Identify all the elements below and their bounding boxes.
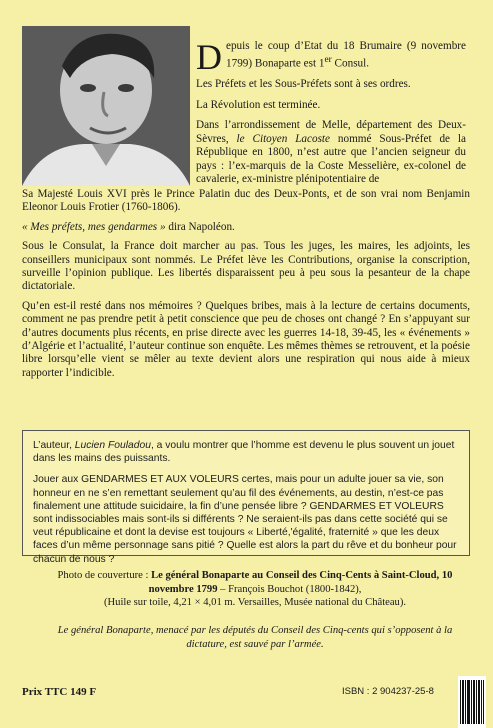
paragraph-louis-frotier: Sa Majesté Louis XVI près le Prince Palatin duc des Deux-Ponts, et de son vrai nom Benjamin Eleonor Louis Frotier (1760-1806). <box>22 188 470 214</box>
intro-paragraph-1: Depuis le coup d’Etat du 18 Brumaire (9 novembre 1799) Bonaparte est 1er Consul. <box>196 37 466 77</box>
paragraph-napoleon-quote: « Mes préfets, mes gendarmes » dira Napoléon. <box>22 220 235 233</box>
barcode-icon <box>458 676 486 728</box>
intro-text <box>196 37 466 194</box>
author-statement-paragraph-1: L’auteur, Lucien Fouladou, a voulu montrer que l’homme est devenu le plus souvent un jouet dans les mains des puissants. <box>33 440 455 465</box>
portrait-illustration <box>22 26 190 186</box>
paragraph-memoires: Qu’en est-il resté dans nos mémoires ? Quelques bribes, mais à la lecture de certains documents, comment ne pas prendre petit à petit conscience que peu de choses ont changé ? En s’appuyant sur d’autres documents plus récents, en prise directe avec les guerres 14-18, 39-45, les « événements » d’Algérie et l’actualité, l’auteur continue son enquête. Les mêmes thèmes se retrouvent, et la poésie libre lorsqu’elle vient se mêler au texte devient alors une respiration qui nous aide à mieux rapporter l’indicible. <box>22 299 470 379</box>
drop-cap: D <box>196 37 222 77</box>
cover-painting-title: Le général Bonaparte au Conseil des Cinq-Cents à Saint-Cloud, 10 novembre 1799 <box>148 570 453 595</box>
author-statement-box <box>22 430 470 565</box>
intro-paragraph-2: Les Préfets et les Sous-Préfets sont à ses ordres. <box>196 77 411 90</box>
author-statement-paragraph-2: Jouer aux GENDARMES ET AUX VOLEURS certes, mais pour un adulte jouer sa vie, son honneur en ne s’en remettant seulement qu’au fil des événements, au destin, n’est-ce pas finalement une attitude suicidaire, la fin d’une pensée libre ? GENDARMES ET VOLEURS sont indissociables mais sont-ils si différents ? Ne seraient-ils pas dans cette société qui se veut républicaine et dont la devise est toujours « Liberté,'égalité, fraternité » que les deux faces d’un même personnage sans pitié ? Quelle est alors la part du rêve et du bonheur pour chacun de nous ? <box>33 474 457 565</box>
main-body-text <box>22 188 470 386</box>
price-label: Prix TTC 149 F <box>22 686 97 698</box>
cover-caption: Le général Bonaparte, menacé par les députés du Conseil des Cinq-cents qui s’opposent à la dictature, est sauvé par l’armée. <box>57 625 453 650</box>
author-portrait-photo <box>22 26 190 186</box>
intro-paragraph-4: Dans l’arrondissement de Melle, département des Deux-Sèvres, le Citoyen Lacoste nommé Sous-Préfet de la République en 1800, n’est autre que l’ancien seigneur du pays : l’ex-marquis de la Coste Messelière, ex-colonel de cavalerie, ex-ministre plénipotentiaire de <box>196 119 466 186</box>
cover-photo-credit: Photo de couverture : Le général Bonaparte au Conseil des Cinq-Cents à Saint-Cloud, 10 novembre 1799 – François Bouchot (1800-1842), (Huile sur toile, 4,21 × 4,01 m. Versailles, Musée national du Château). <box>57 570 453 609</box>
isbn-label: ISBN : 2 904237-25-8 <box>342 686 434 697</box>
paragraph-consulat: Sous le Consulat, la France doit marcher au pas. Tous les juges, les maires, les adjoints, les conseillers municipaux sont nommés. Le Préfet lève les Contributions, organise la conscription, surveille l’opinion publique. Les libertés disparaissent peu à peu sous la pesanteur de la chape dictatoriale. <box>22 240 470 293</box>
intro-paragraph-3: La Révolution est terminée. <box>196 98 321 111</box>
author-name: Lucien Fouladou <box>74 440 151 451</box>
